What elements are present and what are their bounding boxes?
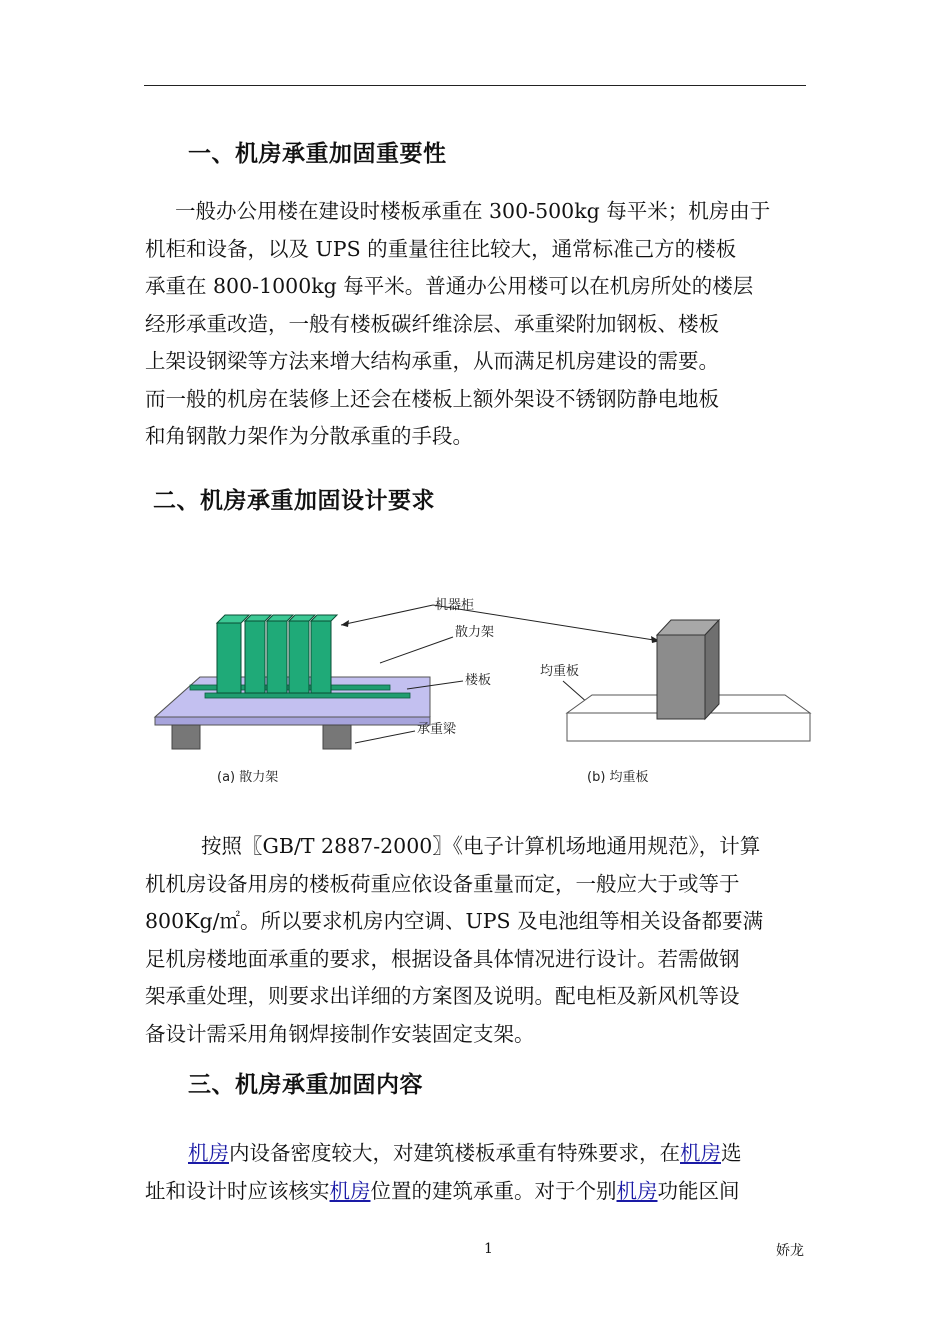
link-jifang[interactable]: 机房 (188, 1141, 229, 1165)
caption-a: (a) 散力架 (217, 770, 279, 785)
link-jifang[interactable]: 机房 (680, 1141, 721, 1165)
section2-line: 机机房设备用房的楼板荷重应依设备重量而定，一般应大于或等于 (145, 871, 740, 896)
beam-left (172, 725, 200, 749)
cabinets (217, 615, 337, 693)
section1-line: 经形承重改造，一般有楼板碳纤维涂层、承重梁附加钢板、楼板 (145, 311, 719, 336)
section3-text: 选 (721, 1141, 742, 1165)
caption-b: (b) 均重板 (587, 770, 649, 785)
link-jifang[interactable]: 机房 (616, 1178, 658, 1203)
section3-text: 址和设计时应该核实 (145, 1178, 330, 1203)
link-jifang[interactable]: 机房 (329, 1178, 371, 1203)
section1-line: 上架设钢梁等方法来增大结构承重，从而满足机房建设的需要。 (145, 349, 719, 373)
header-rule (144, 85, 806, 86)
section2-heading: 二、机房承重加固设计要求 (153, 488, 435, 514)
beam-right (323, 725, 351, 749)
section2-line: 足机房楼地面承重的要求，根据设备具体情况进行设计。若需做钢 (145, 946, 740, 971)
section3-text: 位置的建筑承重。对于个别 (370, 1178, 617, 1203)
section1-body (145, 193, 770, 456)
label-beam: 承重梁 (417, 722, 457, 737)
rack-bar (205, 693, 410, 698)
load-diagram (145, 585, 815, 800)
section1-line: 而一般的机房在装修上还会在楼板上额外架设不锈钢防静电地板 (145, 386, 719, 411)
section2-line: 备设计需采用角钢焊接制作安装固定支架。 (145, 1021, 535, 1046)
section3-body (145, 1135, 742, 1210)
section1-line: 承重在 800-1000kg 每平米。普通办公用楼可以在机房所处的楼层 (145, 274, 754, 298)
section3-text: 功能区间 (657, 1178, 740, 1203)
section1-line: 机柜和设备，以及 UPS 的重量往往比较大，通常标准己方的楼板 (145, 236, 737, 261)
section3-text: 内设备密度较大，对建筑楼板承重有特殊要求，在 (229, 1141, 680, 1165)
page-number: 1 (484, 1241, 493, 1257)
section2-body (145, 828, 763, 1053)
section2-line: 800Kg/㎡。所以要求机房内空调、UPS 及电池组等相关设备都要满 (145, 909, 764, 933)
label-floor: 楼板 (465, 673, 492, 688)
label-plate: 均重板 (540, 664, 580, 679)
section3-heading: 三、机房承重加固内容 (188, 1072, 423, 1098)
section1-line: 和角钢散力架作为分散承重的手段。 (145, 424, 473, 448)
section2-line: 架承重处理，则要求出详细的方案图及说明。配电柜及新风机等设 (145, 984, 740, 1008)
footer-author: 娇龙 (776, 1243, 804, 1259)
section3-line (145, 1173, 742, 1211)
section2-line: 按照〖GB/T 2887-2000〗《电子计算机场地通用规范》，计算 (201, 834, 761, 858)
section1-heading: 一、机房承重加固重要性 (188, 141, 447, 167)
section3-line (145, 1135, 742, 1173)
label-cabinet: 机器柜 (435, 598, 475, 613)
label-rack: 散力架 (455, 625, 495, 640)
plate-block (657, 635, 705, 719)
section1-line: 一般办公用楼在建设时楼板承重在 300-500kg 每平米；机房由于 (175, 199, 771, 223)
